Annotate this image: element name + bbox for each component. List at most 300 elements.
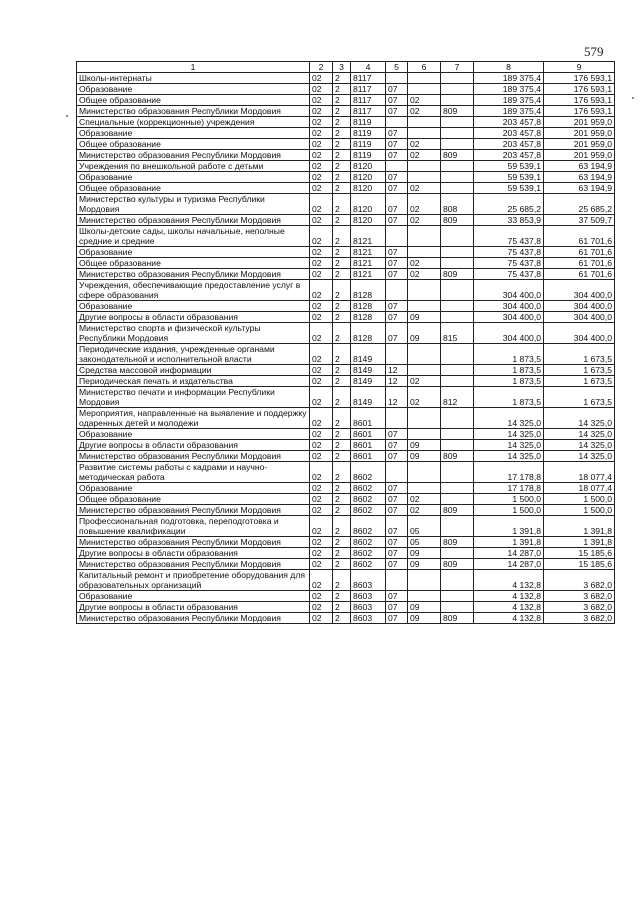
table-row (77, 247, 615, 258)
table-row (77, 591, 615, 602)
amount-cell: 304 400,0 (474, 312, 544, 323)
amount-cell: 3 682,0 (544, 613, 615, 624)
column-header: 9 (544, 62, 615, 73)
row-label-cell: Периодические издания, учрежденные органами законодательной и исполнительной власти (77, 344, 310, 365)
code-cell: 07 (386, 258, 408, 269)
amount-cell: 4 132,8 (474, 591, 544, 602)
table-row (77, 312, 615, 323)
table-row (77, 537, 615, 548)
code-cell (441, 172, 474, 183)
code-cell: 02 (310, 602, 333, 613)
code-cell (441, 226, 474, 247)
code-cell: 2 (333, 387, 351, 408)
code-cell (441, 247, 474, 258)
table-row (77, 505, 615, 516)
table-row (77, 280, 615, 301)
code-cell: 02 (310, 269, 333, 280)
code-cell (441, 570, 474, 591)
code-cell: 8121 (351, 258, 386, 269)
code-cell: 8602 (351, 494, 386, 505)
code-cell: 8603 (351, 613, 386, 624)
column-header: 2 (310, 62, 333, 73)
amount-cell: 18 077,4 (544, 462, 615, 483)
code-cell: 8149 (351, 376, 386, 387)
code-cell: 02 (310, 84, 333, 95)
code-cell (408, 483, 441, 494)
code-cell: 8119 (351, 128, 386, 139)
code-cell: 8601 (351, 429, 386, 440)
code-cell: 8149 (351, 344, 386, 365)
row-label-cell: Министерство образования Республики Мордовия (77, 537, 310, 548)
code-cell: 07 (386, 323, 408, 344)
table-row (77, 559, 615, 570)
amount-cell: 75 437,8 (474, 226, 544, 247)
amount-cell: 63 194,9 (544, 183, 615, 194)
amount-cell: 14 325,0 (474, 451, 544, 462)
code-cell (408, 462, 441, 483)
row-label-cell: Образование (77, 128, 310, 139)
row-label-cell: Школы-интернаты (77, 73, 310, 84)
amount-cell: 14 325,0 (544, 408, 615, 429)
table-row (77, 429, 615, 440)
amount-cell: 201 959,0 (544, 117, 615, 128)
code-cell: 02 (310, 451, 333, 462)
code-cell: 8120 (351, 172, 386, 183)
row-label-cell: Министерство образования Республики Мордовия (77, 559, 310, 570)
code-cell: 2 (333, 258, 351, 269)
code-cell: 07 (386, 602, 408, 613)
code-cell: 02 (408, 106, 441, 117)
code-cell (441, 258, 474, 269)
code-cell: 02 (310, 312, 333, 323)
code-cell: 02 (310, 462, 333, 483)
amount-cell: 59 539,1 (474, 161, 544, 172)
amount-cell: 1 673,5 (544, 344, 615, 365)
amount-cell: 201 959,0 (544, 150, 615, 161)
code-cell: 02 (310, 376, 333, 387)
code-cell: 8120 (351, 194, 386, 215)
amount-cell: 61 701,6 (544, 247, 615, 258)
row-label-cell: Другие вопросы в области образования (77, 312, 310, 323)
amount-cell: 59 539,1 (474, 172, 544, 183)
column-header: 1 (77, 62, 310, 73)
code-cell: 8603 (351, 602, 386, 613)
code-cell: 8120 (351, 183, 386, 194)
column-header: 4 (351, 62, 386, 73)
code-cell: 12 (386, 365, 408, 376)
code-cell (386, 344, 408, 365)
code-cell: 8602 (351, 516, 386, 537)
table-row (77, 172, 615, 183)
code-cell: 02 (310, 128, 333, 139)
code-cell (386, 462, 408, 483)
table-row (77, 323, 615, 344)
amount-cell: 61 701,6 (544, 269, 615, 280)
table-row (77, 269, 615, 280)
row-label-cell: Общее образование (77, 494, 310, 505)
code-cell: 09 (408, 602, 441, 613)
code-cell: 8119 (351, 150, 386, 161)
code-cell (441, 376, 474, 387)
row-label-cell: Мероприятия, направленные на выявление и поддержку одаренных детей и молодежи (77, 408, 310, 429)
code-cell: 8119 (351, 139, 386, 150)
code-cell: 02 (310, 258, 333, 269)
row-label-cell: Образование (77, 247, 310, 258)
row-label-cell: Министерство печати и информации Республики Мордовия (77, 387, 310, 408)
code-cell: 07 (386, 269, 408, 280)
row-label-cell: Общее образование (77, 139, 310, 150)
code-cell: 2 (333, 323, 351, 344)
code-cell: 07 (386, 84, 408, 95)
code-cell: 2 (333, 548, 351, 559)
code-cell: 2 (333, 73, 351, 84)
code-cell: 2 (333, 483, 351, 494)
code-cell: 8601 (351, 408, 386, 429)
table-row (77, 344, 615, 365)
amount-cell: 14 287,0 (474, 548, 544, 559)
code-cell (408, 301, 441, 312)
code-cell (441, 483, 474, 494)
amount-cell: 189 375,4 (474, 95, 544, 106)
table-row (77, 183, 615, 194)
code-cell: 8120 (351, 161, 386, 172)
row-label-cell: Общее образование (77, 258, 310, 269)
code-cell: 02 (310, 408, 333, 429)
code-cell: 02 (408, 194, 441, 215)
amount-cell: 17 178,8 (474, 462, 544, 483)
code-cell: 02 (310, 73, 333, 84)
amount-cell: 3 682,0 (544, 570, 615, 591)
code-cell (441, 548, 474, 559)
row-label-cell: Министерство спорта и физической культуры Республики Мордовия (77, 323, 310, 344)
table-row (77, 387, 615, 408)
amount-cell: 61 701,6 (544, 226, 615, 247)
code-cell: 2 (333, 451, 351, 462)
row-label-cell: Министерство образования Республики Мордовия (77, 505, 310, 516)
amount-cell: 1 873,5 (474, 387, 544, 408)
code-cell: 8601 (351, 440, 386, 451)
code-cell (441, 128, 474, 139)
code-cell: 809 (441, 559, 474, 570)
table-row (77, 194, 615, 215)
table-row (77, 613, 615, 624)
code-cell: 02 (310, 161, 333, 172)
code-cell: 809 (441, 106, 474, 117)
row-label-cell: Общее образование (77, 183, 310, 194)
amount-cell: 304 400,0 (474, 323, 544, 344)
code-cell: 07 (386, 548, 408, 559)
table-row (77, 365, 615, 376)
code-cell: 02 (310, 194, 333, 215)
row-label-cell: Министерство образования Республики Мордовия (77, 269, 310, 280)
code-cell: 02 (408, 258, 441, 269)
code-cell: 07 (386, 591, 408, 602)
code-cell (408, 73, 441, 84)
table-row (77, 139, 615, 150)
code-cell (441, 301, 474, 312)
amount-cell: 63 194,9 (544, 172, 615, 183)
code-cell (441, 344, 474, 365)
amount-cell: 4 132,8 (474, 613, 544, 624)
code-cell: 2 (333, 440, 351, 451)
row-label-cell: Министерство образования Республики Мордовия (77, 613, 310, 624)
row-label-cell: Средства массовой информации (77, 365, 310, 376)
code-cell: 07 (386, 194, 408, 215)
code-cell: 2 (333, 494, 351, 505)
code-cell: 07 (386, 183, 408, 194)
row-label-cell: Капитальный ремонт и приобретение оборудования для образовательных организаций (77, 570, 310, 591)
amount-cell: 75 437,8 (474, 247, 544, 258)
amount-cell: 1 391,8 (474, 537, 544, 548)
amount-cell: 304 400,0 (474, 301, 544, 312)
table-row (77, 483, 615, 494)
code-cell: 02 (310, 172, 333, 183)
amount-cell: 4 132,8 (474, 602, 544, 613)
code-cell (386, 161, 408, 172)
code-cell: 8117 (351, 106, 386, 117)
code-cell: 02 (408, 183, 441, 194)
code-cell: 8602 (351, 559, 386, 570)
code-cell: 02 (310, 570, 333, 591)
code-cell: 8602 (351, 537, 386, 548)
code-cell: 8149 (351, 365, 386, 376)
table-row (77, 462, 615, 483)
code-cell: 8602 (351, 483, 386, 494)
table-row (77, 440, 615, 451)
code-cell: 02 (310, 591, 333, 602)
code-cell (408, 591, 441, 602)
code-cell (441, 84, 474, 95)
amount-cell: 4 132,8 (474, 570, 544, 591)
amount-cell: 203 457,8 (474, 117, 544, 128)
code-cell (441, 117, 474, 128)
table-row (77, 84, 615, 95)
code-cell: 809 (441, 269, 474, 280)
code-cell: 808 (441, 194, 474, 215)
code-cell: 07 (386, 301, 408, 312)
amount-cell: 63 194,9 (544, 161, 615, 172)
row-label-cell: Учреждения по внешкольной работе с детьми (77, 161, 310, 172)
code-cell: 02 (310, 537, 333, 548)
code-cell: 02 (310, 183, 333, 194)
table-row (77, 570, 615, 591)
code-cell: 2 (333, 365, 351, 376)
code-cell (441, 440, 474, 451)
code-cell: 8117 (351, 84, 386, 95)
code-cell: 05 (408, 537, 441, 548)
amount-cell: 203 457,8 (474, 139, 544, 150)
code-cell: 2 (333, 537, 351, 548)
code-cell: 2 (333, 280, 351, 301)
code-cell: 07 (386, 215, 408, 226)
row-label-cell: Образование (77, 172, 310, 183)
code-cell: 2 (333, 247, 351, 258)
code-cell: 07 (386, 95, 408, 106)
code-cell: 2 (333, 95, 351, 106)
code-cell: 02 (310, 215, 333, 226)
code-cell: 09 (408, 559, 441, 570)
code-cell: 02 (310, 323, 333, 344)
code-cell: 02 (408, 95, 441, 106)
amount-cell: 59 539,1 (474, 183, 544, 194)
amount-cell: 176 593,1 (544, 106, 615, 117)
code-cell (386, 226, 408, 247)
code-cell: 809 (441, 150, 474, 161)
scan-speck (66, 115, 68, 117)
amount-cell: 1 391,8 (474, 516, 544, 537)
row-label-cell: Образование (77, 84, 310, 95)
table-body (77, 62, 615, 624)
amount-cell: 75 437,8 (474, 258, 544, 269)
code-cell: 2 (333, 376, 351, 387)
row-label-cell: Периодическая печать и издательства (77, 376, 310, 387)
code-cell: 2 (333, 344, 351, 365)
code-cell (408, 117, 441, 128)
code-cell: 07 (386, 106, 408, 117)
row-label-cell: Общее образование (77, 95, 310, 106)
code-cell: 07 (386, 516, 408, 537)
code-cell (441, 161, 474, 172)
table-row (77, 451, 615, 462)
code-cell: 2 (333, 215, 351, 226)
amount-cell: 17 178,8 (474, 483, 544, 494)
amount-cell: 1 873,5 (474, 365, 544, 376)
code-cell: 8128 (351, 323, 386, 344)
code-cell: 02 (408, 269, 441, 280)
amount-cell: 304 400,0 (544, 301, 615, 312)
amount-cell: 3 682,0 (544, 602, 615, 613)
code-cell: 02 (310, 440, 333, 451)
code-cell (386, 73, 408, 84)
row-label-cell: Развитие системы работы с кадрами и научно-методическая работа (77, 462, 310, 483)
table-row (77, 494, 615, 505)
code-cell: 09 (408, 440, 441, 451)
code-cell: 07 (386, 537, 408, 548)
code-cell: 07 (386, 139, 408, 150)
amount-cell: 189 375,4 (474, 84, 544, 95)
code-cell: 07 (386, 505, 408, 516)
code-cell: 02 (310, 150, 333, 161)
amount-cell: 189 375,4 (474, 73, 544, 84)
code-cell: 07 (386, 128, 408, 139)
amount-cell: 176 593,1 (544, 84, 615, 95)
code-cell (408, 570, 441, 591)
code-cell: 02 (310, 387, 333, 408)
row-label-cell: Министерство образования Республики Мордовия (77, 150, 310, 161)
code-cell (408, 226, 441, 247)
amount-cell: 176 593,1 (544, 95, 615, 106)
code-cell: 809 (441, 537, 474, 548)
code-cell: 12 (386, 387, 408, 408)
code-cell: 07 (386, 247, 408, 258)
code-cell: 07 (386, 440, 408, 451)
amount-cell: 14 325,0 (544, 451, 615, 462)
table-row (77, 226, 615, 247)
column-header: 5 (386, 62, 408, 73)
table-row (77, 301, 615, 312)
code-cell: 8601 (351, 451, 386, 462)
table-row (77, 516, 615, 537)
amount-cell: 1 673,5 (544, 376, 615, 387)
code-cell: 8121 (351, 226, 386, 247)
code-cell: 8119 (351, 117, 386, 128)
amount-cell: 25 685,2 (474, 194, 544, 215)
code-cell: 2 (333, 269, 351, 280)
code-cell (441, 602, 474, 613)
row-label-cell: Другие вопросы в области образования (77, 548, 310, 559)
code-cell (441, 429, 474, 440)
table-row (77, 95, 615, 106)
code-cell: 812 (441, 387, 474, 408)
amount-cell: 1 500,0 (544, 505, 615, 516)
table-row (77, 128, 615, 139)
code-cell: 02 (310, 429, 333, 440)
code-cell (441, 73, 474, 84)
code-cell (441, 494, 474, 505)
amount-cell: 304 400,0 (474, 280, 544, 301)
row-label-cell: Министерство образования Республики Мордовия (77, 106, 310, 117)
code-cell: 02 (310, 139, 333, 150)
code-cell: 02 (310, 516, 333, 537)
code-cell: 8602 (351, 548, 386, 559)
column-header: 7 (441, 62, 474, 73)
code-cell: 2 (333, 183, 351, 194)
column-header: 3 (333, 62, 351, 73)
amount-cell: 304 400,0 (544, 323, 615, 344)
code-cell: 09 (408, 613, 441, 624)
code-cell (386, 570, 408, 591)
code-cell: 2 (333, 570, 351, 591)
code-cell: 02 (310, 505, 333, 516)
table-row (77, 215, 615, 226)
code-cell: 2 (333, 226, 351, 247)
amount-cell: 14 325,0 (474, 429, 544, 440)
code-cell: 02 (408, 215, 441, 226)
amount-cell: 1 873,5 (474, 376, 544, 387)
code-cell: 8117 (351, 73, 386, 84)
row-label-cell: Образование (77, 301, 310, 312)
code-cell (441, 591, 474, 602)
code-cell: 2 (333, 613, 351, 624)
code-cell (441, 312, 474, 323)
code-cell: 09 (408, 548, 441, 559)
code-cell: 02 (408, 505, 441, 516)
code-cell: 02 (310, 117, 333, 128)
table-row (77, 117, 615, 128)
table-row (77, 258, 615, 269)
code-cell: 2 (333, 559, 351, 570)
code-cell: 2 (333, 161, 351, 172)
row-label-cell: Министерство образования Республики Мордовия (77, 451, 310, 462)
code-cell: 2 (333, 150, 351, 161)
amount-cell: 1 391,8 (544, 516, 615, 537)
amount-cell: 14 325,0 (544, 429, 615, 440)
code-cell: 07 (386, 559, 408, 570)
amount-cell: 203 457,8 (474, 128, 544, 139)
code-cell: 07 (386, 429, 408, 440)
code-cell (408, 247, 441, 258)
code-cell: 07 (386, 312, 408, 323)
code-cell: 02 (310, 247, 333, 258)
budget-table (76, 61, 615, 624)
row-label-cell: Министерство образования Республики Мордовия (77, 215, 310, 226)
code-cell: 02 (310, 559, 333, 570)
code-cell (441, 95, 474, 106)
code-cell: 02 (310, 226, 333, 247)
code-cell: 809 (441, 613, 474, 624)
code-cell: 02 (310, 301, 333, 312)
code-cell: 02 (408, 494, 441, 505)
